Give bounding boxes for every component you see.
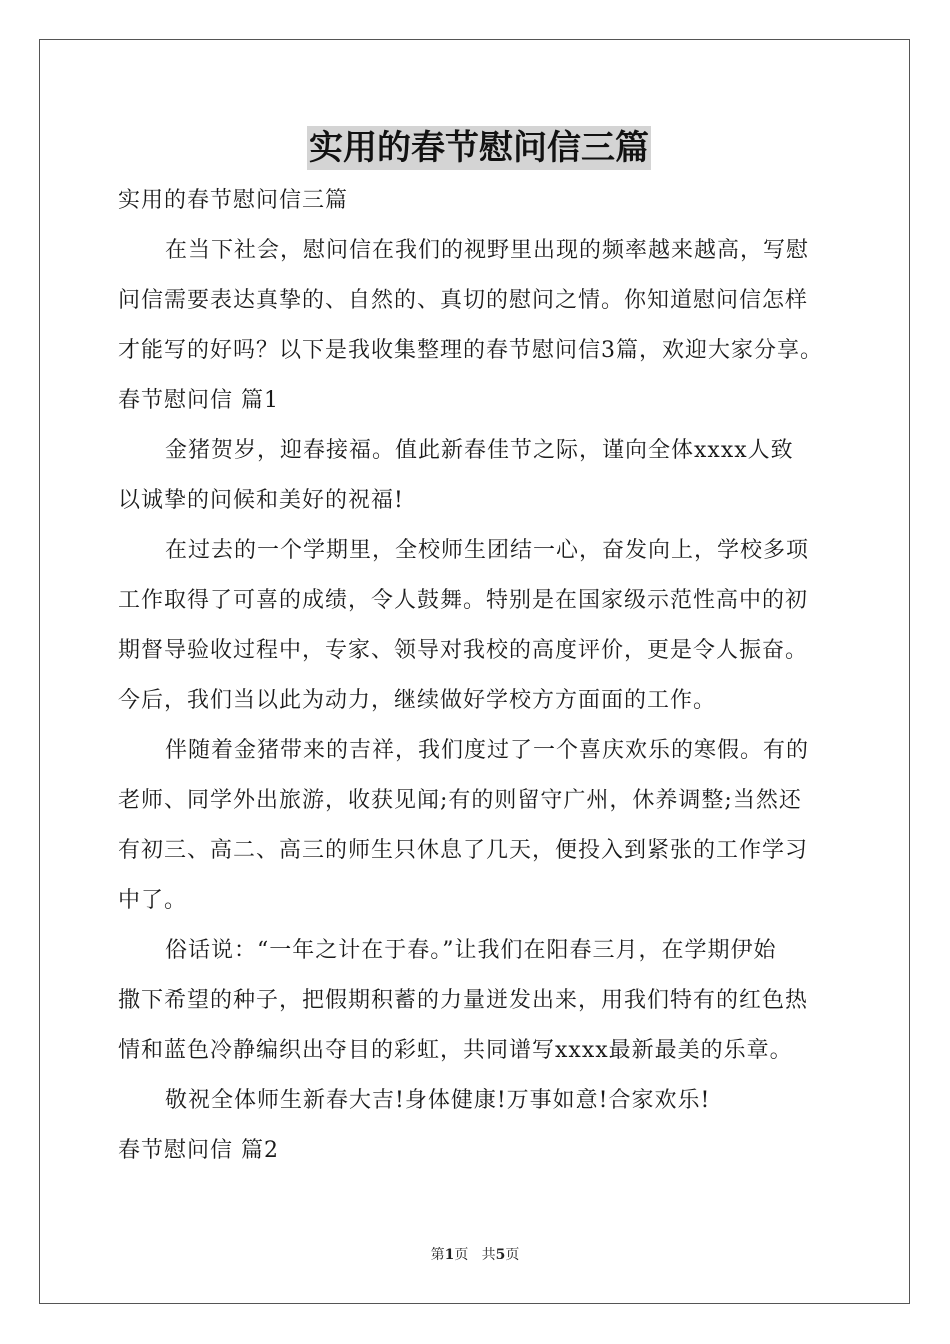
text-line: 中了。 xyxy=(118,888,188,913)
text-line: 在当下社会，慰问信在我们的视野里出现的频率越来越高，写慰 xyxy=(165,238,810,263)
total-suffix: 页 xyxy=(505,1247,520,1263)
text-line: 工作取得了可喜的成绩，令人鼓舞。特别是在国家级示范性高中的初 xyxy=(118,588,809,613)
text-line: 伴随着金猪带来的吉祥，我们度过了一个喜庆欢乐的寒假。有的 xyxy=(165,738,810,763)
page-prefix: 第 xyxy=(430,1247,445,1263)
text-line: 才能写的好吗？以下是我收集整理的春节慰问信3篇，欢迎大家分享。 xyxy=(118,338,823,363)
text-line: 情和蓝色冷静编织出夺目的彩虹，共同谱写xxxx最新最美的乐章。 xyxy=(118,1038,793,1063)
paragraph-lines xyxy=(118,226,840,1176)
document-title: 实用的春节慰问信三篇 xyxy=(309,128,649,168)
text-line: 在过去的一个学期里，全校师生团结一心，奋发向上，学校多项 xyxy=(165,538,810,563)
text-line: 问信需要表达真挚的、自然的、真切的慰问之情。你知道慰问信怎样 xyxy=(118,288,809,313)
page-suffix: 页 xyxy=(454,1247,469,1263)
text-line: 撒下希望的种子，把假期积蓄的力量迸发出来，用我们特有的红色热 xyxy=(118,988,809,1013)
text-line: 俗话说：“一年之计在于春。”让我们在阳春三月，在学期伊始 xyxy=(165,938,777,963)
total-prefix: 共 xyxy=(481,1247,496,1263)
total-pages: 5 xyxy=(495,1247,506,1263)
text-line: 今后，我们当以此为动力，继续做好学校方方面面的工作。 xyxy=(118,688,717,713)
text-line: 有初三、高二、高三的师生只休息了几天，便投入到紧张的工作学习 xyxy=(118,838,809,863)
title-container xyxy=(118,126,840,170)
page-number: 1 xyxy=(444,1247,455,1263)
text-line: 以诚挚的问候和美好的祝福! xyxy=(118,488,404,513)
text-line: 老师、同学外出旅游，收获见闻;有的则留守广州，休养调整;当然还 xyxy=(118,788,802,813)
text-line: 春节慰问信 篇1 xyxy=(118,388,279,413)
text-line: 金猪贺岁，迎春接福。值此新春佳节之际，谨向全体xxxx人致 xyxy=(165,438,794,463)
text-line: 春节慰问信 篇2 xyxy=(118,1138,279,1163)
page-footer xyxy=(0,1245,950,1265)
document-subtitle: 实用的春节慰问信三篇 xyxy=(118,188,349,213)
text-line: 敬祝全体师生新春大吉!身体健康!万事如意!合家欢乐! xyxy=(165,1088,711,1113)
document-body xyxy=(118,126,840,1176)
text-line: 期督导验收过程中，专家、领导对我校的高度评价，更是令人振奋。 xyxy=(118,638,809,663)
